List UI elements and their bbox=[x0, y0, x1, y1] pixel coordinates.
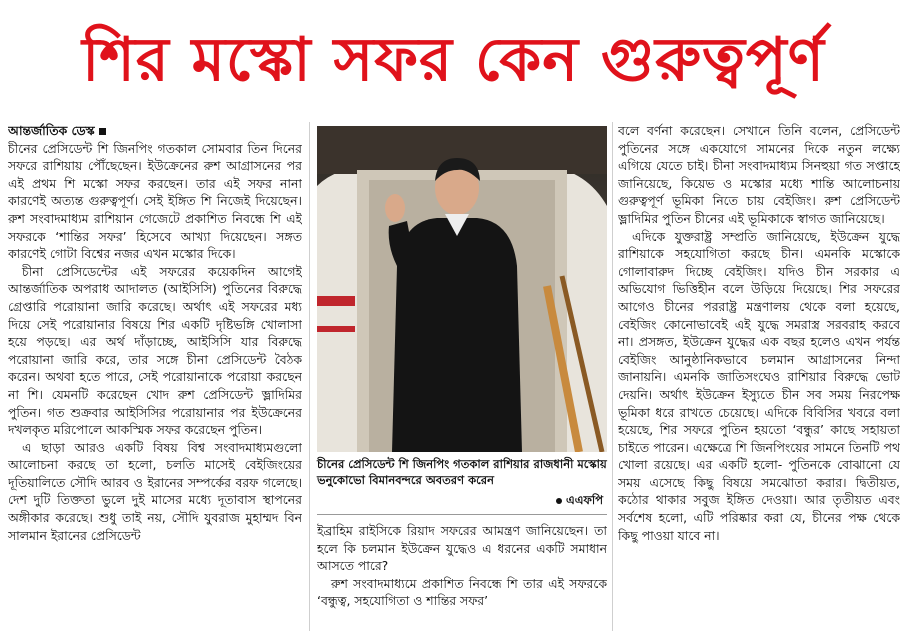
paragraph: চীনের প্রেসিডেন্ট শি জিনপিং গতকাল সোমবার তিন দিনের সফরে রাশিয়ায় পৌঁছেছেন। ইউক্রেনের রুশ আগ্রাসনের পর এই প্রথম শি মস্কো সফর করছেন। তার এই সফর নানা কারণেই অত্যন্ত গুরুত্বপূর্ণ। সেই ইঙ্গিত শি নিজেই দিয়েছেন। রুশ সংবাদমাধ্যম রাশিয়ান গেজেটে প্রকাশিত নিবন্ধে শি এই সফরকে ‘শান্তির সফর’ হিসেবে আখ্যা দিয়েছেন। সঙ্গত কারণেই গোটা বিশ্বের নজর এখন মস্কোর দিকে। bbox=[8, 140, 302, 262]
photo-credit: এএফপি bbox=[556, 492, 603, 508]
paragraph: রুশ সংবাদমাধ্যমে প্রকাশিত নিবন্ধে শি তার এই সফরকে ‘বন্ধুত্ব, সহযোগিতা ও শান্তির সফর’ bbox=[317, 575, 607, 609]
news-photo bbox=[317, 126, 607, 452]
caption-rule bbox=[317, 514, 607, 515]
headline: শির মস্কো সফর কেন গুরুত্বপূর্ণ bbox=[82, 25, 825, 95]
paragraph: চীনা প্রেসিডেন্টের এই সফরের কয়েকদিন আগেই আন্তর্জাতিক অপরাধ আদালত (আইসিসি) পুতিনের বিরুদ্ধে গ্রেপ্তারি পরোয়ানা জারি করেছে। অর্থাৎ এই সফরের মধ্য দিয়ে সেই পরোয়ানার বিষয়ে শির একটি দৃষ্টিভঙ্গি খোলাসা হয়ে পড়ছে। এর অর্থ দাঁড়াচ্ছে, আইসিসি যার বিরুদ্ধে পরোয়ানা জারি করে, তার সঙ্গে চীনা প্রেসিডেন্ট বৈঠক করেন। অথবা হতে পারে, সেই পরোয়ানাকে পরোয়া করছেন না শি। যেমনটি করেছেন খোদ রুশ প্রেসিডেন্ট ভ্লাদিমির পুতিন। গত শুক্রবার আইসিসির পরোয়ানার পর ইউক্রেনের দখলকৃত মরিপোলে আকস্মিক সফর করেছেন পুতিন। bbox=[8, 263, 302, 438]
paragraph: বলে বর্ণনা করেছেন। সেখানে তিনি বলেন, প্রেসিডেন্ট পুতিনের সঙ্গে একযোগে সামনের দিকে নতুন লক্ষ্যে এগিয়ে যেতে চাই। চীনা সংবাদমাধ্যম সিনহুয়া গত সপ্তাহে জানিয়েছে, কিয়েভ ও মস্কোর মধ্যে শান্তি আলোচনায় গুরুত্বপূর্ণ ভূমিকা নিতে চায় বেইজিং। রুশ প্রেসিডেন্ট ভ্লাদিমির পুতিন চীনের এই ভূমিকাকে স্বাগত জানিয়েছে। bbox=[618, 123, 900, 226]
square-bullet-icon bbox=[99, 128, 106, 135]
bullet-icon bbox=[556, 498, 562, 504]
article-column-3 bbox=[618, 122, 900, 631]
article-column-2 bbox=[317, 522, 607, 631]
caption-text: চীনের প্রেসিডেন্ট শি জিনপিং গতকাল রাশিয়ার রাজধানী মস্কোয় ভনুকোভো বিমানবন্দরে অবতরণ করেন bbox=[317, 457, 607, 487]
column-divider bbox=[612, 122, 613, 631]
byline: আন্তর্জাতিক ডেস্ক bbox=[8, 123, 106, 138]
paragraph: এদিকে যুক্তরাষ্ট্র সম্প্রতি জানিয়েছে, ইউক্রেন যুদ্ধে রাশিয়াকে সহযোগিতা করছে চীন। এমনকি মস্কোকে গোলাবারুদ দিচ্ছে বেইজিং। যদিও চীন সরকার এ অভিযোগ ভিত্তিহীন বলে উড়িয়ে দিয়েছে। শির সফরের আগেও চীনের পররাষ্ট্র মন্ত্রণালয় থেকে বলা হয়েছে, বেইজিং কোনোভাবেই এই যুদ্ধে সমরাস্ত্র সরবরাহ করবে না। প্রসঙ্গত, ইউক্রেন যুদ্ধের এক বছর হলেও এখন পর্যন্ত বেইজিং আনুষ্ঠানিকভাবে চলমান আগ্রাসনের নিন্দা জানায়নি। এমনকি জাতিসংঘেও রাশিয়ার বিরুদ্ধে ভোট দেয়নি। অর্থাৎ ইউক্রেন ইস্যুতে চীন সব সময় নিরপেক্ষ ভূমিকা ধরে রাখতে চেয়েছে। এদিকে বিবিসির খবরে বলা হয়েছে, শির সফরে পুতিন হয়তো ‘বন্ধুর’ কাছে সহায়তা চাইতে পারেন। এক্ষেত্রে শি জিনপিংয়ের সামনে তিনটি পথ খোলা রয়েছে। এর একটি হলো- পুতিনকে বোঝানো যে সময় এসেছে কিছু বিষয়ে সমঝোতা করার। দ্বিতীয়ত, কঠোর থাকার সবুজ ইঙ্গিত দেওয়া। আর তৃতীয়ত এবং সর্বশেষ হলো, এটি পরিষ্কার করা যে, চীনের পক্ষ থেকে কিছু পাওয়া যাবে না। bbox=[618, 228, 900, 543]
article-column-1 bbox=[8, 122, 302, 631]
paragraph: এ ছাড়া আরও একটি বিষয় বিশ্ব সংবাদমাধ্যমগুলো আলোচনা করছে তা হলো, চলতি মাসেই বেইজিংয়ের দূতিয়ালিতে সৌদি আরব ও ইরানের সম্পর্কের বরফ গলেছে। দেশ দুটি তিক্ততা ভুলে দুই মাসের মধ্যে দূতাবাস স্থাপনের অঙ্গীকার করেছে। শুধু তাই নয়, সৌদি যুবরাজ মুহাম্মদ বিন সালমান ইরানের প্রেসিডেন্ট bbox=[8, 439, 302, 543]
paragraph: ইব্রাহিম রাইসিকে রিয়াদ সফরের আমন্ত্রণ জানিয়েছেন। তা হলে কি চলমান ইউক্রেন যুদ্ধেও এ ধরনের একটি সমাধান আসতে পারে? bbox=[317, 523, 607, 574]
column-divider bbox=[309, 122, 310, 631]
photo-caption bbox=[317, 456, 607, 512]
